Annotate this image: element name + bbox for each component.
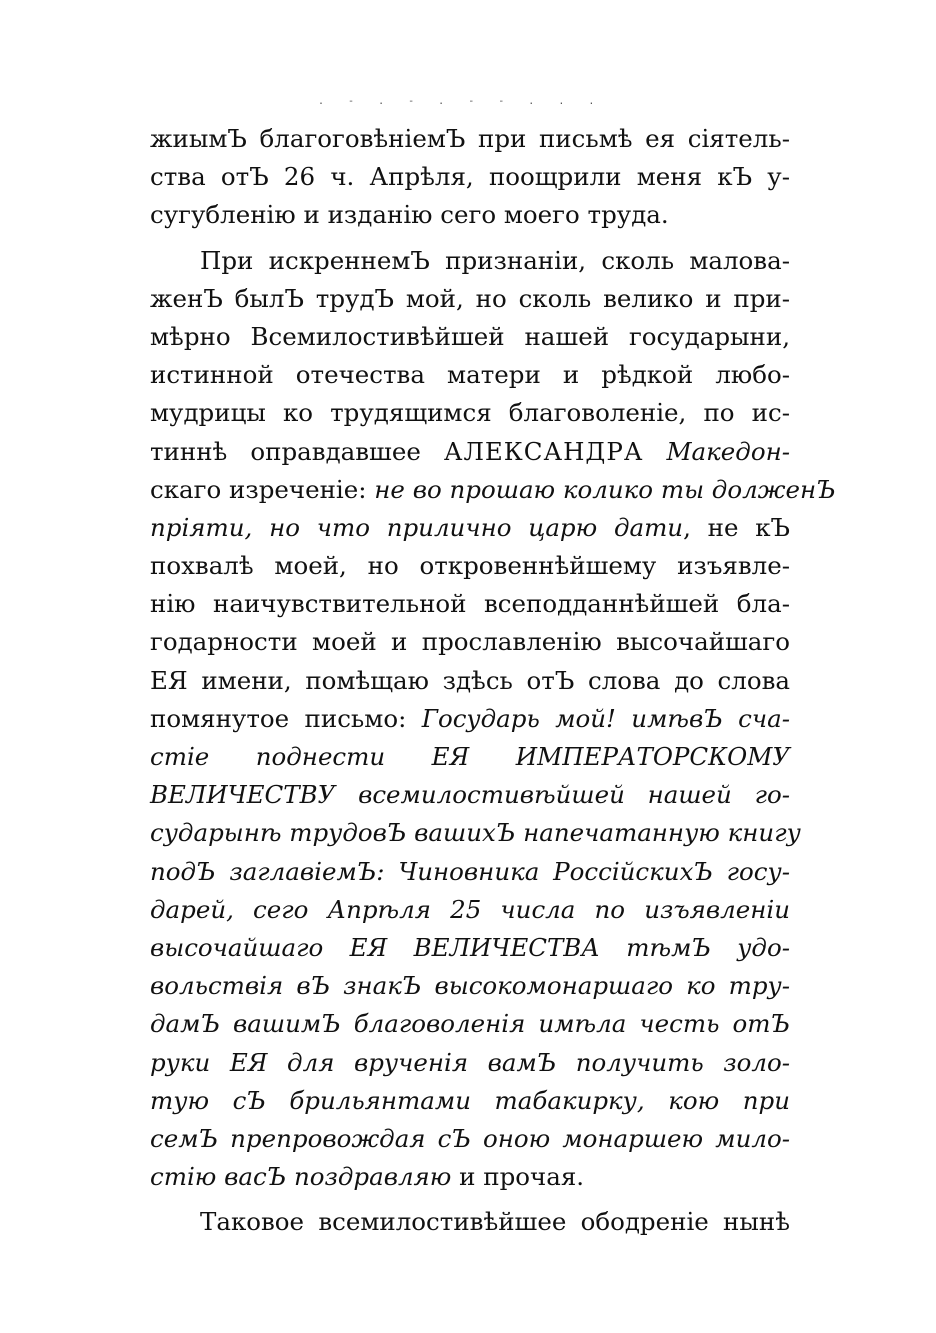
text-line: стіе поднести ЕЯ ИМПЕРАТОРСКОМУ (150, 742, 790, 771)
text-line: дарей, сего Апрѣля 25 числа по изъявленіи (150, 894, 790, 924)
text-line: дамЪ вашимЪ благоволенія имѣла честь отЪ (150, 1009, 790, 1039)
page-text (150, 120, 836, 1241)
text-line: жиымЪ благоговѣніемЪ при письмѣ ея сіятель- (150, 124, 790, 153)
text-line: помянутое письмо: Государь мой! имѣвЪ сча- (150, 703, 790, 733)
text-line: ства отЪ 26 ч. Апрѣля, поощрили меня кЪ у- (150, 162, 790, 192)
text-line: сударынѣ трудовЪ вашихЪ напечатанную книгу (150, 818, 801, 848)
text-line: стію васЪ поздравляю и прочая. (150, 1162, 585, 1192)
text-line: нію наичувствительной всеподданнѣйшей бла- (150, 589, 790, 619)
text-line: мудрицы ко трудящимся благоволеніе, по ис- (150, 398, 790, 428)
text-line: годарности моей и прославленію высочайшаго (150, 627, 790, 657)
text-line: женЪ былЪ трудЪ мой, но сколь велико и при- (150, 283, 790, 313)
text-line: тую сЪ брильянтами табакирку, кою при (150, 1085, 790, 1115)
paragraph-gap (150, 1196, 790, 1203)
text-line: похвалѣ моей, но откровеннѣйшему изъявле- (150, 551, 790, 581)
text-line: семЪ препровождая сЪ оною монаршею мило- (150, 1123, 790, 1153)
text-line: Таковое всемилостивѣйшее ободреніе нынѣ (200, 1207, 790, 1237)
text-line: истинной отечества матери и рѣдкой любо- (150, 360, 790, 390)
text-line: скаго изреченіе: не во прошаю колико ты долженЪ (150, 474, 836, 504)
text-line: пріяти, но что прилично царю дати, не кЪ (150, 512, 791, 542)
text-line: тиннѣ оправдавшее АЛЕКСАНДРА Македон- (150, 436, 790, 466)
text-line: ВЕЛИЧЕСТВУ всемилостивѣйшей нашей го- (150, 780, 790, 810)
text-line: руки ЕЯ для врученія вамЪ получить золо- (150, 1047, 790, 1077)
text-line: высочайшаго ЕЯ ВЕЛИЧЕСТВА тѣмЪ удо- (150, 932, 790, 962)
text-line: сугубленію и изданію сего моего труда. (150, 200, 669, 230)
text-line: мѣрно Всемилостивѣйшей нашей государыни, (150, 321, 790, 351)
text-line: подЪ заглавіемЪ: Чиновника РоссійскихЪ госу- (150, 856, 790, 886)
paragraph-gap (150, 235, 790, 242)
text-line: При искреннемЪ признаніи, сколь малова- (200, 245, 790, 275)
text-line: ЕЯ имени, помѣщаю здѣсь отЪ слова до слова (150, 665, 790, 695)
top-specks: . - . - . - - . . . (318, 96, 604, 107)
text-line: вольствія вЪ знакЪ высокомонаршаго ко тру- (150, 971, 790, 1001)
